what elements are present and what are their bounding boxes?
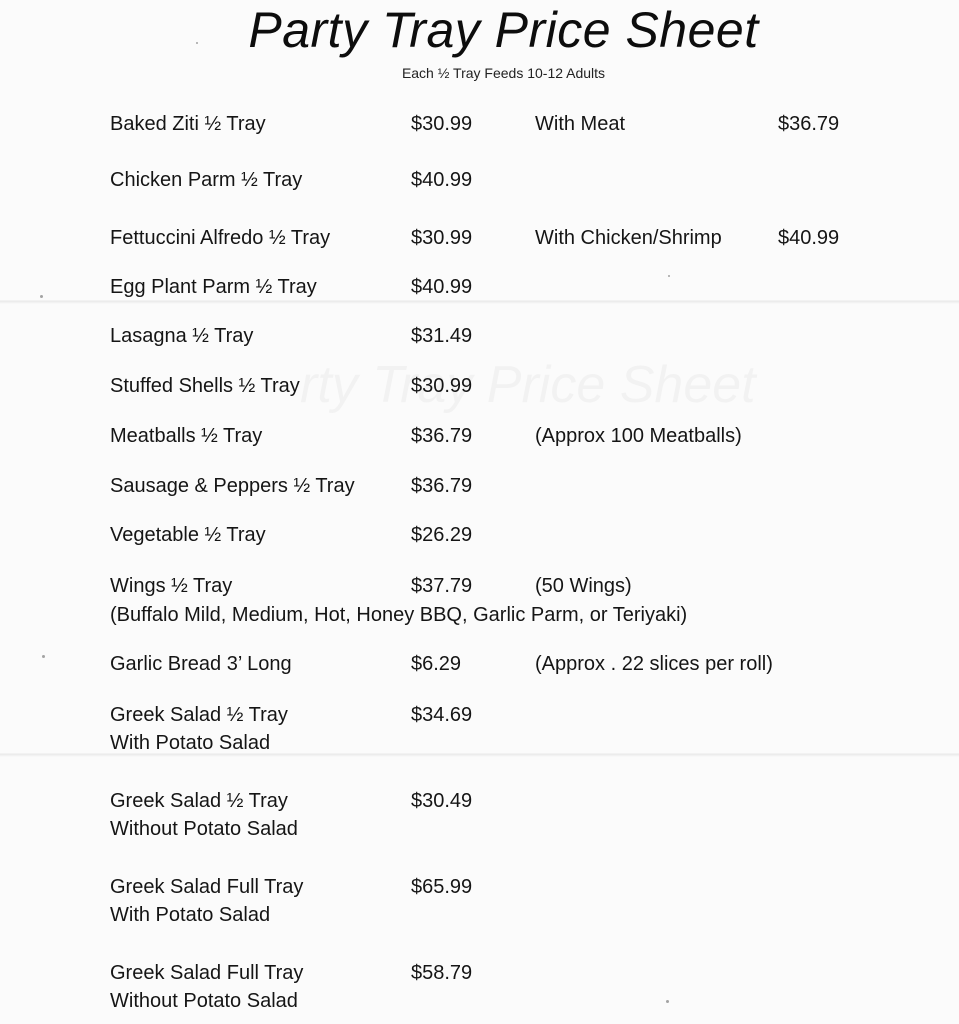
item-price: $65.99 [411,876,473,898]
item-price: $34.69 [411,704,473,726]
item-price: $37.79 [411,575,473,597]
item-price: $26.29 [411,524,473,546]
item-price: $36.79 [411,475,473,497]
item-name: Baked Ziti ½ Tray [110,113,266,135]
item-option-price: $40.99 [778,227,840,249]
item-option: (50 Wings) [535,575,632,597]
item-name: Chicken Parm ½ Tray [110,169,303,191]
item-name-line1: Greek Salad Full Tray [110,876,304,898]
item-name: Meatballs ½ Tray [110,425,263,447]
item-name-line2: Without Potato Salad [110,990,298,1012]
item-option: With Chicken/Shrimp [535,227,722,249]
item-price: $30.99 [411,375,473,397]
item-price: $36.79 [411,425,473,447]
item-name-line2: With Potato Salad [110,732,271,754]
wings-flavors-note: (Buffalo Mild, Medium, Hot, Honey BBQ, Garlic Parm, or Teriyaki) [110,604,688,626]
item-name-line1: Greek Salad ½ Tray [110,704,288,726]
item-name: Wings ½ Tray [110,575,233,597]
item-name [110,787,298,843]
page-subtitle: Each ½ Tray Feeds 10-12 Adults [401,65,606,81]
item-name-line1: Greek Salad ½ Tray [110,790,288,812]
item-option: (Approx 100 Meatballs) [535,425,742,447]
item-price: $30.99 [411,113,473,135]
item-name-line2: Without Potato Salad [110,818,298,840]
page-title: Party Tray Price Sheet [248,2,759,58]
scan-speck [40,295,43,298]
item-price: $40.99 [411,276,473,298]
item-name [110,959,303,1015]
item-price: $30.99 [411,227,473,249]
item-name: Lasagna ½ Tray [110,325,254,347]
item-name-line1: Greek Salad Full Tray [110,962,304,984]
item-price: $6.29 [411,653,462,675]
scan-speck [668,275,670,277]
item-option-price: $36.79 [778,113,840,135]
scan-speck [666,1000,669,1003]
item-price: $40.99 [411,169,473,191]
item-name: Garlic Bread 3’ Long [110,653,292,675]
item-price: $31.49 [411,325,473,347]
item-name: Fettuccini Alfredo ½ Tray [110,227,331,249]
scan-speck [196,42,198,44]
item-price: $30.49 [411,790,473,812]
item-name: Sausage & Peppers ½ Tray [110,475,355,497]
item-price: $58.79 [411,962,473,984]
item-name [110,701,288,757]
item-option: (Approx . 22 slices per roll) [535,653,773,675]
item-option: With Meat [535,113,626,135]
item-name: Egg Plant Parm ½ Tray [110,276,317,298]
bleed-through-watermark [300,355,756,415]
item-name: Vegetable ½ Tray [110,524,266,546]
item-name: Stuffed Shells ½ Tray [110,375,300,397]
item-name-line2: With Potato Salad [110,904,271,926]
item-name [110,873,303,929]
scan-speck [42,655,45,658]
